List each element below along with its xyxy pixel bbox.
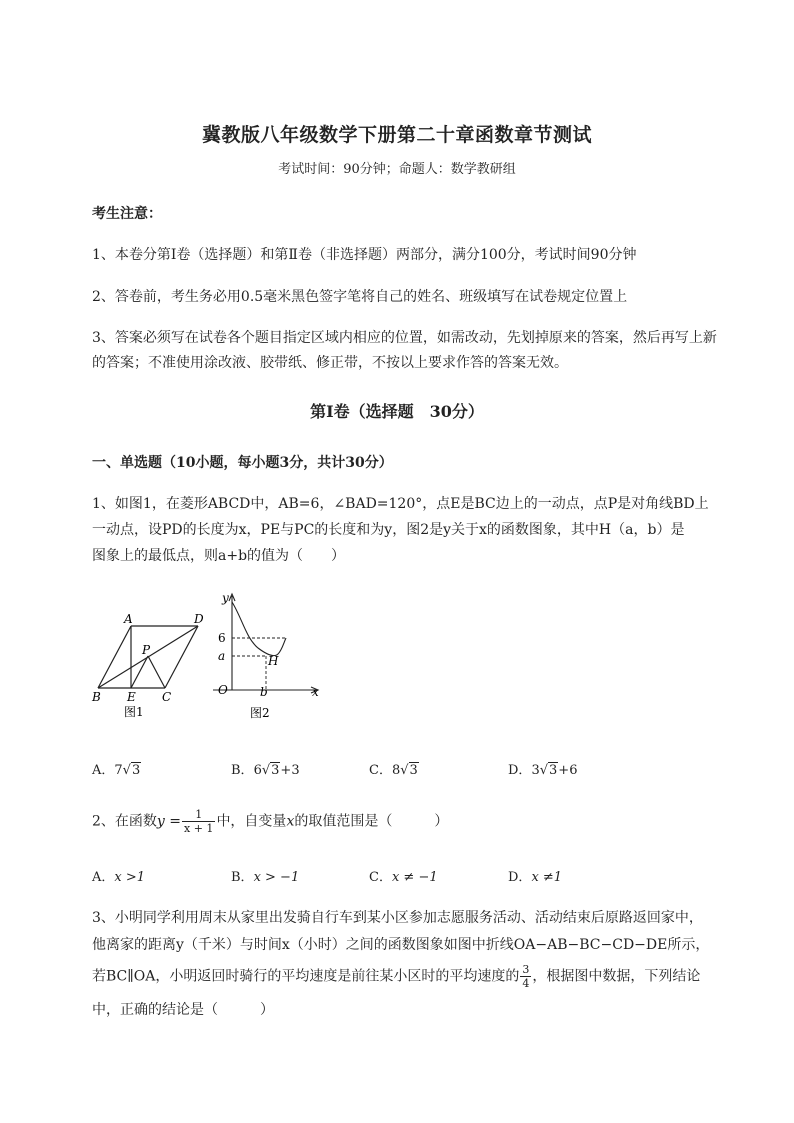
notice-item-3-cont: 的答案；不准使用涂改液、胶带纸、修正带，不按以上要求作答的答案无效。 [92,355,568,371]
q2-option-c[interactable]: C．x ≠ −1 [369,870,438,885]
q3-line-1: 3、小明同学利用周末从家里出发骑自行车到某小区参加志愿服务活动、活动结束后原路返回家中， [92,910,703,926]
fig1-label-a: A [124,612,133,626]
fig2-label-x: x [312,685,319,699]
part-heading: 一、单选题（10小题，每小题3分，共计30分） [92,455,393,471]
notice-item-1: 1、本卷分第Ⅰ卷（选择题）和第Ⅱ卷（非选择题）两部分，满分100分，考试时间90分钟 [92,247,637,263]
fig2-label-h: H [268,654,279,668]
fig2-label-6: 6 [218,631,226,645]
fig1-caption: 图1 [124,705,144,719]
notice-item-3: 3、答案必须写在试卷各个题目指定区域内相应的位置，如需改动，先划掉原来的答案，然后再写上新 [92,330,717,346]
q2-stem: 2、在函数y = $\frac{1}{x + 1}$ 中，自变量x的取值范围是（ ） [92,808,449,835]
q1-line-3: 图象上的最低点，则a+b的值为（ ） [92,548,346,564]
figure-1-rhombus [88,608,218,720]
fig1-label-c: C [162,690,172,704]
fig1-label-b: B [92,690,101,704]
q1-option-a[interactable]: A．7√3 [92,763,141,778]
q1-option-b[interactable]: B．6√3+3 [231,763,300,778]
q2-fraction: $\frac{1}{x + 1}$ [184,808,214,835]
fig2-caption: 图2 [250,706,270,720]
q3-line-4: 中，正确的结论是（ ） [92,1002,274,1018]
fig2-label-a: a [218,649,226,663]
fig2-label-o: O [218,683,228,697]
q3-fraction: $\frac{3}{4}$ [522,963,530,990]
section-title: 第Ⅰ卷（选择题 30分） [310,402,484,421]
q2-option-a[interactable]: A．x >1 [92,870,146,885]
q2-option-b[interactable]: B．x > −1 [231,870,300,885]
q3-line-2: 他离家的距离y（千米）与时间x（小时）之间的函数图象如图中折线OA−AB−BC−CD−DE所示， [92,937,710,953]
fig2-label-b: b [260,685,268,699]
fig1-label-e: E [127,690,136,704]
fig1-label-d: D [194,612,204,626]
figure-2-graph [208,588,328,723]
q1-line-2: 一动点，设PD的长度为x，PE与PC的长度和为y，图2是y关于x的函数图象，其中H（a，b）是 [92,522,685,538]
q1-option-c[interactable]: C．8√3 [369,763,418,778]
q1-option-d[interactable]: D．3√3+6 [508,763,578,778]
q1-line-1: 1、如图1，在菱形ABCD中，AB=6，∠BAD=120°，点E是BC边上的一动点，点P是对角线BD上 [92,496,709,512]
q2-option-d[interactable]: D．x ≠1 [508,870,563,885]
page-title: 冀教版八年级数学下册第二十章函数章节测试 [201,124,592,146]
exam-info: 考试时间：90分钟；命题人：数学教研组 [278,162,516,177]
q3-line-3: 若BC∥OA，小明返回时骑行的平均速度是前往某小区时的平均速度的 $\frac{3}{4}$ ，根据图中数据，下列结论 [92,963,701,990]
fig2-label-y: y [222,591,229,605]
fig1-label-p: P [142,643,151,657]
notice-heading: 考生注意： [92,206,162,222]
notice-item-2: 2、答卷前，考生务必用0.5毫米黑色签字笔将自己的姓名、班级填写在试卷规定位置上 [92,289,628,305]
